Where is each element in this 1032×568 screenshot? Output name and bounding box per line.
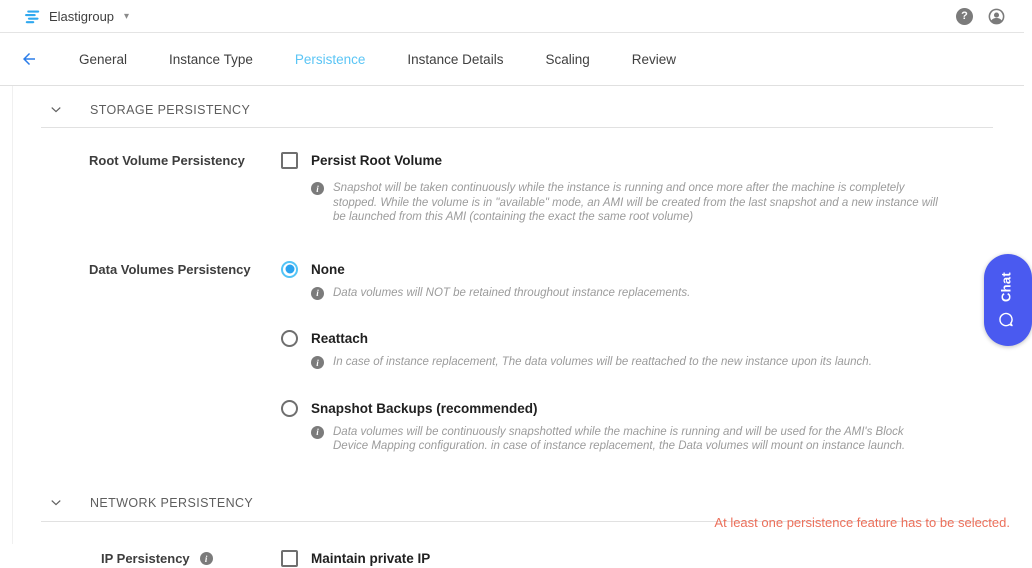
option-none-description: i Data volumes will NOT be retained throughout instance replacements. [281, 286, 941, 301]
tab-general[interactable]: General [79, 51, 128, 67]
checkbox-icon[interactable] [281, 152, 298, 169]
section-title: STORAGE PERSISTENCY [90, 102, 251, 117]
divider [41, 127, 993, 128]
info-icon: i [311, 182, 324, 195]
product-switcher[interactable] [24, 8, 129, 25]
persistence-panel [12, 86, 1024, 566]
option-reattach-description: i In case of instance replacement, The data volumes will be reattached to the new instance upon its launch. [281, 355, 941, 370]
section-title: NETWORK PERSISTENCY [90, 496, 254, 510]
network-persistency-header [13, 480, 1024, 514]
info-icon: i [311, 356, 324, 369]
ip-persistency-row [13, 550, 1024, 568]
radio-option-snapshot-backups[interactable]: Snapshot Backups (recommended) [281, 400, 1024, 417]
wizard-tab-bar [0, 33, 1024, 86]
data-volumes-label: Data Volumes Persistency [89, 261, 251, 277]
tab-scaling[interactable]: Scaling [545, 51, 590, 67]
info-icon: i [311, 287, 324, 300]
back-arrow-icon[interactable] [14, 50, 44, 68]
chat-bubble-icon [998, 311, 1015, 328]
data-volumes-row [13, 261, 1024, 454]
chat-label: Chat [998, 271, 1014, 303]
validation-message: At least one persistence feature has to be selected. [714, 515, 1010, 530]
radio-icon[interactable] [281, 330, 298, 347]
chat-button[interactable] [984, 254, 1032, 346]
option-snapshot-description: i Data volumes will be continuously snapshotted while the machine is running and will be used for the AMI's Block Device Mapping configuration. in case of instance replacement, the Data volumes will mount on instance launch. [281, 425, 941, 454]
radio-option-reattach[interactable]: Reattach [281, 330, 1024, 347]
root-volume-row [13, 152, 1024, 225]
elastigroup-logo-icon [24, 8, 41, 25]
top-bar [0, 0, 1024, 33]
ip-persistency-label: IP Persistency [101, 550, 190, 566]
chevron-down-icon: ▾ [124, 10, 130, 22]
collapse-chevron-icon[interactable] [49, 496, 63, 510]
radio-selected-icon[interactable] [281, 261, 298, 278]
persist-root-volume-checkbox[interactable] [281, 152, 1024, 169]
info-icon: i [311, 426, 324, 439]
checkbox-label: Maintain private IP [311, 550, 431, 566]
help-icon[interactable]: ? [956, 8, 973, 25]
collapse-chevron-icon[interactable] [49, 103, 63, 117]
tab-persistence[interactable]: Persistence [294, 51, 366, 67]
maintain-private-ip-checkbox[interactable] [281, 550, 1024, 567]
storage-persistency-header [13, 86, 1024, 120]
radio-option-none[interactable]: None [281, 261, 1024, 278]
checkbox-icon[interactable] [281, 550, 298, 567]
root-volume-description: i Snapshot will be taken continuously while the instance is running and once more after the machine is completely stopped. While the volume is in "available" mode, an AMI will be created from the last snapshot and a new instance will be launched from this AMI (containing the exact the same root volume) [281, 181, 941, 225]
root-volume-label: Root Volume Persistency [89, 153, 245, 168]
product-name: Elastigroup [49, 8, 115, 24]
radio-icon[interactable] [281, 400, 298, 417]
tab-instance-details[interactable]: Instance Details [407, 51, 504, 67]
account-icon[interactable] [987, 7, 1006, 26]
info-icon: i [200, 552, 213, 565]
tab-instance-type[interactable]: Instance Type [169, 51, 253, 67]
checkbox-label: Persist Root Volume [311, 153, 443, 168]
tab-review[interactable]: Review [631, 51, 676, 67]
